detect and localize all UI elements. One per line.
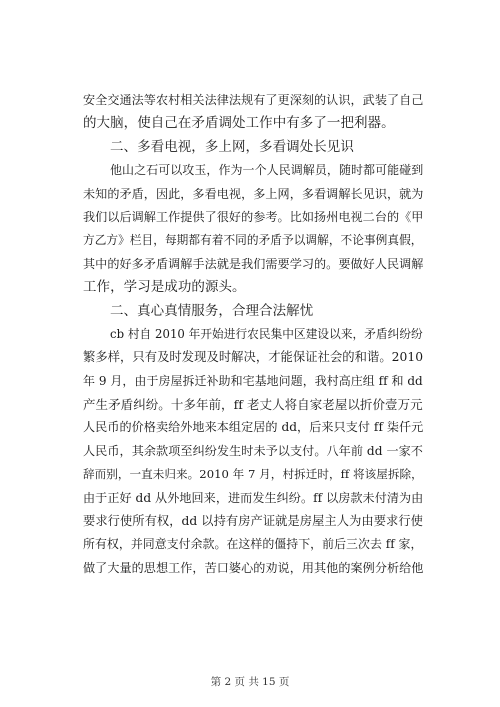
text-line: 要求行使所有权，dd 以持有房产证就是房屋主人为由要求行使	[83, 514, 423, 529]
text-line: 工作，学习是成功的源头。	[83, 279, 246, 296]
text-line: 安全交通法等农村相关法律法规有了更深刻的认识，武装了自己	[83, 93, 424, 107]
text-line: 产生矛盾纠纷。十多年前，ff 老丈人将自家老屋以折价壹万元	[83, 397, 423, 413]
text-line: 未知的矛盾，因此，多看电视，多上网，多看调解长见识，就为	[83, 186, 424, 201]
text-line: 人民币，其余款项至纠纷发生时未予以支付。八年前 dd 一家不	[83, 443, 423, 458]
text-line: 人民币的价格卖给外地来本组定居的 dd，后来只支付 ff 柒仟元	[83, 420, 424, 435]
text-line: 所有权，并同意支付余款。在这样的僵持下，前后三次去 ff 家，	[83, 537, 423, 552]
text-line: 方乙方》栏目，每期都有着不同的矛盾予以调解，不论事例真假，	[83, 233, 423, 248]
text-line: 做了大量的思想工作，苦口婆心的劝说，用其他的案例分析给他	[83, 560, 424, 575]
text-line: 繁多样，只有及时发现及时解决，才能保证社会的和谐。2010	[83, 350, 424, 365]
text-line: 由于正好 dd 从外地回来，进而发生纠纷。ff 以房款未付清为由	[83, 490, 424, 505]
text-line: 二、真心真情服务，合理合法解忧	[110, 302, 314, 319]
page-footer: 第 2 页 共 15 页	[210, 676, 290, 688]
text-line: 辞而别，一直未归来。2010 年 7 月，村拆迁时，ff 将该屋拆除，	[83, 467, 423, 482]
text-line: 他山之石可以攻玉，作为一个人民调解员，随时都可能碰到	[110, 163, 424, 178]
document-body	[83, 89, 423, 580]
text-line: 的大脑，使自己在矛盾调处工作中有多了一把利器。	[83, 115, 395, 132]
text-line: 我们以后调解工作提供了很好的参考。比如扬州电视二台的《甲	[83, 209, 424, 224]
text-line: cb 村自 2010 年开始进行农民集中区建设以来，矛盾纠纷纷	[110, 326, 423, 341]
text-line: 二、多看电视，多上网，多看调处长见识	[110, 138, 354, 155]
text-line: 年 9 月，由于房屋拆迁补助和宅基地问题，我村高庄组 ff 和 dd	[83, 373, 423, 388]
text-line: 其中的好多矛盾调解手法就是我们需要学习的。要做好人民调解	[83, 256, 424, 271]
